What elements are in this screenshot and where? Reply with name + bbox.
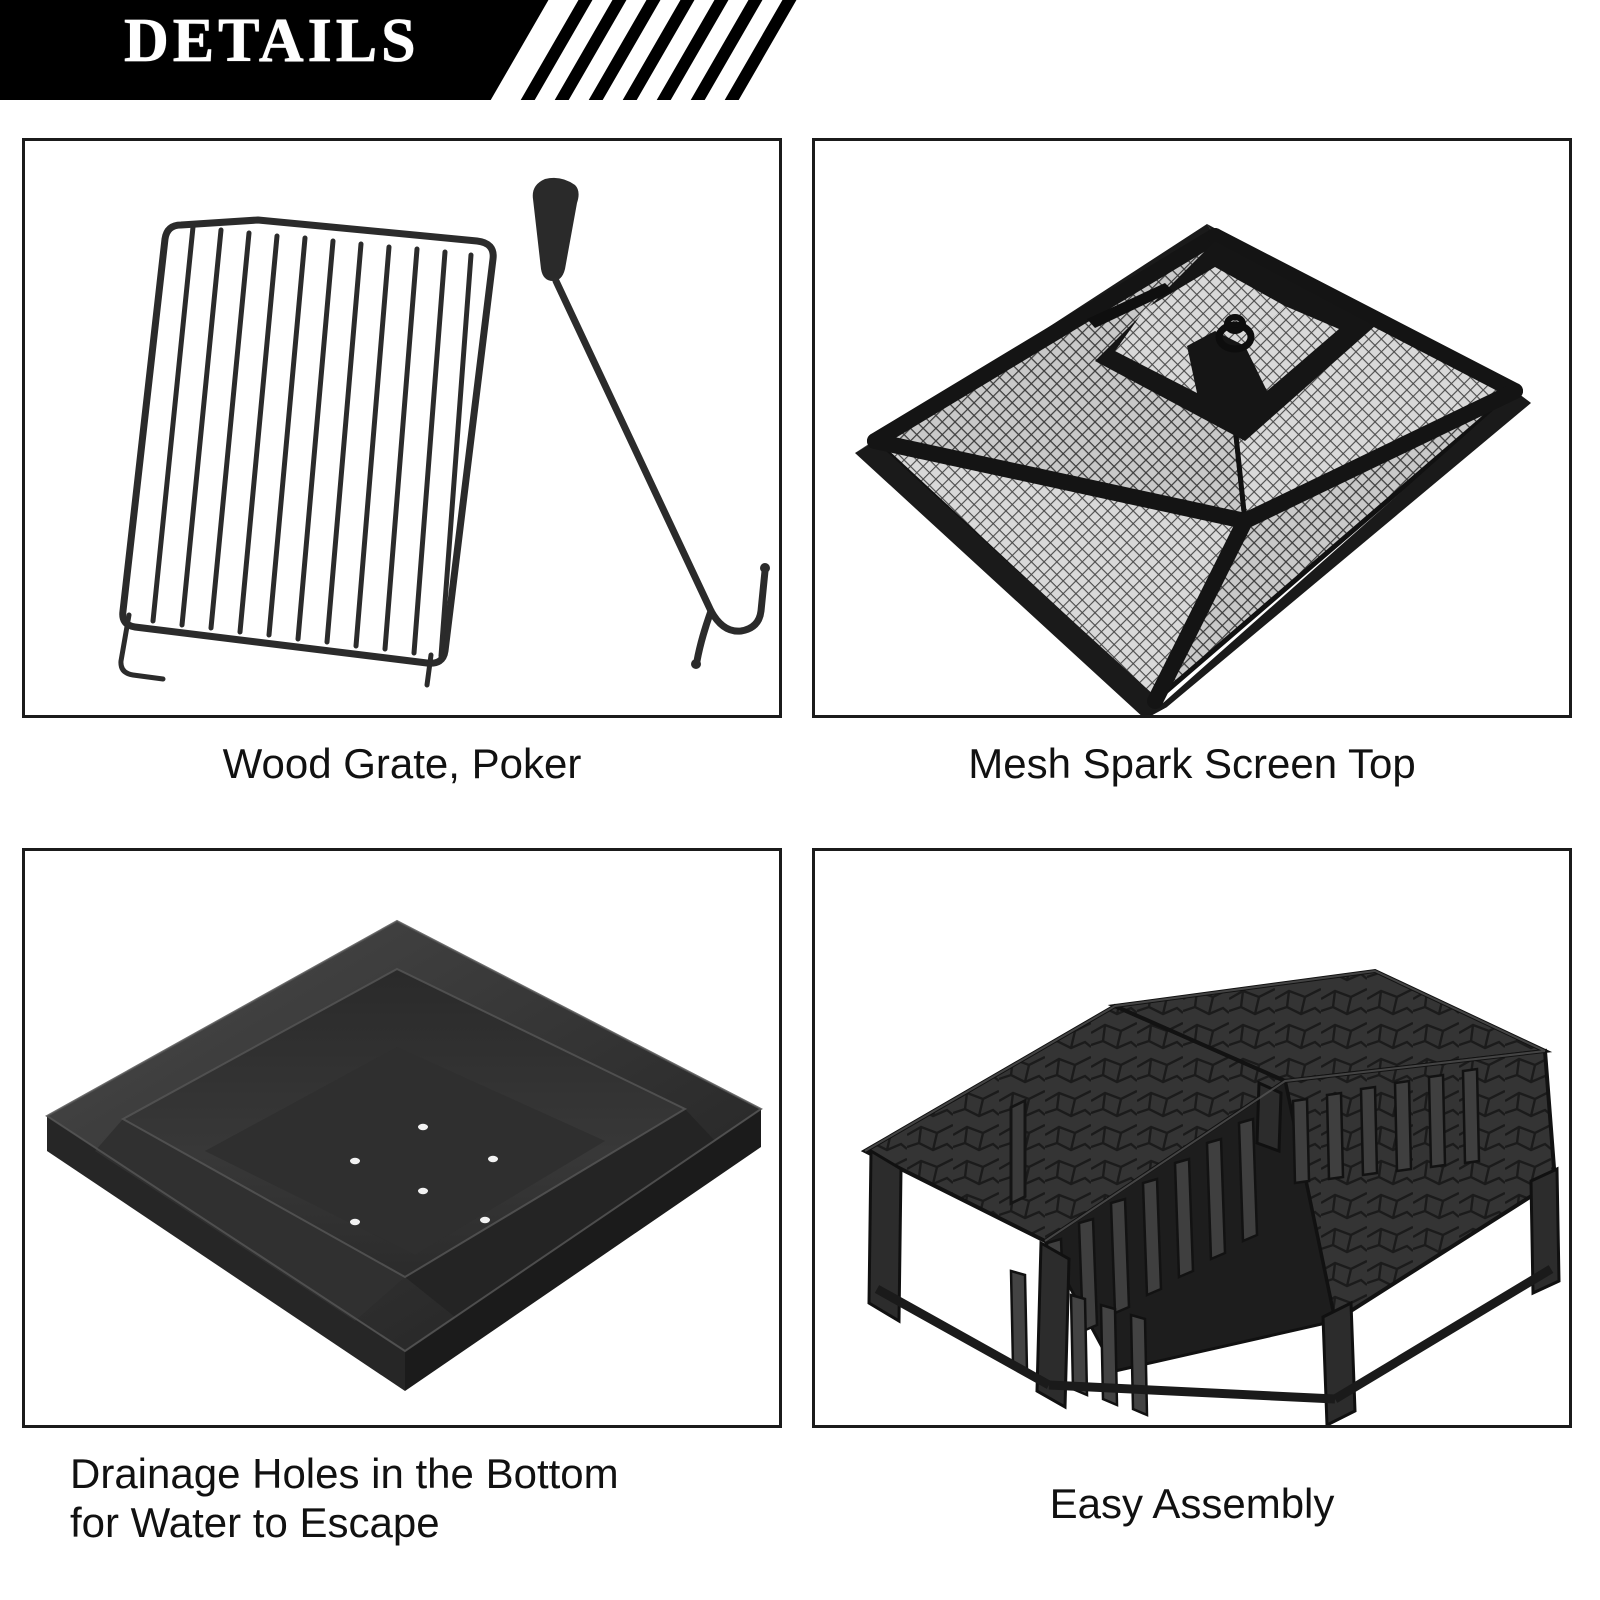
wood-grate-poker-illustration (25, 141, 779, 715)
easy-assembly-illustration (815, 851, 1569, 1425)
details-panel-grid (0, 100, 1600, 1600)
panel-caption-mesh-spark-screen: Mesh Spark Screen Top (968, 740, 1416, 787)
panel-caption-drainage-holes (10, 1450, 800, 1547)
panel-image-frame (812, 848, 1572, 1428)
drainage-holes-illustration (25, 851, 779, 1425)
details-header-banner (0, 0, 1600, 100)
panel-image-frame (22, 848, 782, 1428)
panel-caption-easy-assembly: Easy Assembly (1049, 1480, 1335, 1527)
caption-line-1: Drainage Holes in the Bottom (70, 1450, 619, 1497)
panel-image-frame (22, 138, 782, 718)
panel-caption-wood-grate-poker: Wood Grate, Poker (222, 740, 582, 787)
page-title: DETAILS (124, 7, 420, 75)
mesh-spark-screen-illustration (815, 141, 1569, 715)
panel-image-frame (812, 138, 1572, 718)
caption-line-2: for Water to Escape (70, 1498, 440, 1546)
